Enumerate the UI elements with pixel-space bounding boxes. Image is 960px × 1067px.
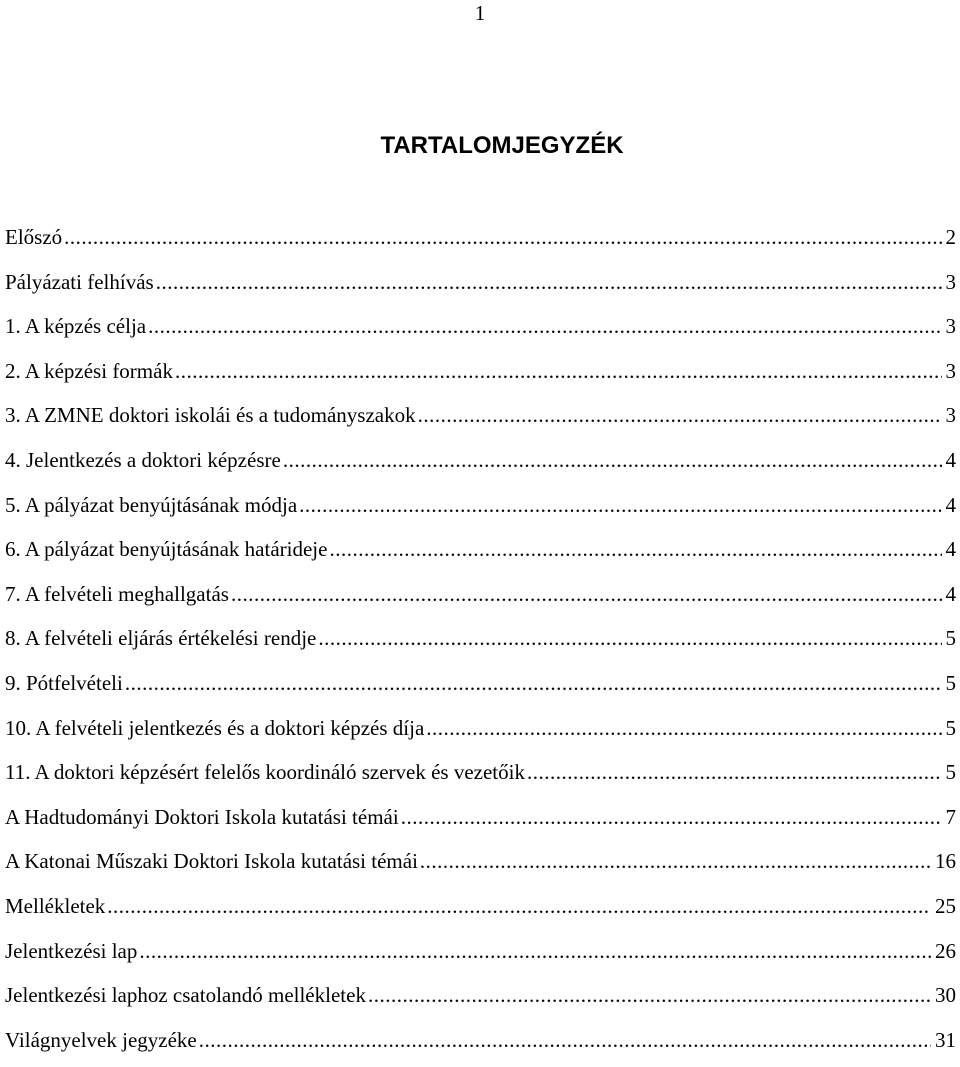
dot-leader bbox=[368, 978, 931, 1012]
toc-entry-label: 9. Pótfelvételi bbox=[5, 670, 123, 695]
dot-leader bbox=[527, 755, 942, 789]
toc-entry-label: 5. A pályázat benyújtásának módja bbox=[5, 492, 298, 517]
toc-entry-page: 3 bbox=[945, 314, 956, 339]
dot-leader bbox=[283, 443, 942, 477]
toc-entry-kepzesi-formak[interactable] bbox=[5, 354, 956, 399]
toc-entry-page: 25 bbox=[935, 893, 956, 918]
toc-entry-label: 11. A doktori képzésért felelős koordináló szervek és vezetőik bbox=[5, 760, 525, 785]
toc-entry-label: 6. A pályázat benyújtásának határideje bbox=[5, 537, 328, 562]
toc-entry-vilagnyelvek[interactable] bbox=[5, 1023, 956, 1067]
page-number: 1 bbox=[474, 1, 486, 25]
toc-entry-label: Pályázati felhívás bbox=[5, 269, 154, 294]
dot-leader bbox=[148, 309, 941, 343]
toc-entry-label: Jelentkezési lap bbox=[5, 938, 138, 963]
toc-entry-label: Előszó bbox=[5, 225, 63, 249]
toc-entry-page: 16 bbox=[935, 849, 956, 874]
toc-entry-page: 4 bbox=[945, 581, 956, 606]
toc-list bbox=[5, 220, 956, 1067]
dot-leader bbox=[420, 844, 931, 878]
toc-entry-page: 3 bbox=[945, 269, 956, 294]
toc-entry-label: A Hadtudományi Doktori Iskola kutatási témái bbox=[5, 804, 399, 829]
dot-leader bbox=[418, 398, 942, 432]
toc-entry-eloszo[interactable] bbox=[5, 220, 956, 265]
toc-entry-page: 3 bbox=[945, 403, 956, 428]
dot-leader bbox=[401, 800, 942, 834]
toc-entry-page: 3 bbox=[945, 358, 956, 383]
toc-entry-koordinalo-szervek[interactable] bbox=[5, 755, 956, 800]
dot-leader bbox=[426, 711, 941, 745]
toc-entry-label: Világnyelvek jegyzéke bbox=[5, 1027, 197, 1052]
toc-entry-jelentkezesi-lap[interactable] bbox=[5, 934, 956, 979]
dot-leader bbox=[64, 220, 941, 254]
toc-entry-jelentkezes[interactable] bbox=[5, 443, 956, 488]
dot-leader bbox=[199, 1023, 931, 1057]
dot-leader bbox=[299, 488, 941, 522]
toc-entry-kepzes-celja[interactable] bbox=[5, 309, 956, 354]
toc-entry-hadtudomanyi-temak[interactable] bbox=[5, 800, 956, 845]
toc-entry-palyazati-felhivas[interactable] bbox=[5, 265, 956, 310]
toc-entry-label: Mellékletek bbox=[5, 893, 106, 918]
toc-entry-page: 4 bbox=[945, 492, 956, 517]
toc-entry-ertekelesi-rend[interactable] bbox=[5, 621, 956, 666]
dot-leader bbox=[125, 666, 942, 700]
toc-entry-label: A Katonai Műszaki Doktori Iskola kutatási témái bbox=[5, 849, 418, 874]
toc-entry-potfelveteli[interactable] bbox=[5, 666, 956, 711]
toc-entry-page: 31 bbox=[935, 1027, 956, 1052]
toc-title: TARTALOMJEGYZÉK bbox=[380, 132, 624, 159]
toc-entry-page: 2 bbox=[945, 225, 956, 249]
dot-leader bbox=[318, 621, 941, 655]
dot-leader bbox=[107, 889, 931, 923]
toc-entry-page: 4 bbox=[945, 537, 956, 562]
toc-entry-label: 7. A felvételi meghallgatás bbox=[5, 581, 229, 606]
toc-entry-label: 2. A képzési formák bbox=[5, 358, 173, 383]
toc-entry-benyujtas-modja[interactable] bbox=[5, 488, 956, 533]
toc-entry-katonai-muszaki-temak[interactable] bbox=[5, 844, 956, 889]
dot-leader bbox=[139, 934, 931, 968]
toc-entry-label: 8. A felvételi eljárás értékelési rendje bbox=[5, 626, 317, 651]
toc-entry-meghallgatas[interactable] bbox=[5, 577, 956, 622]
toc-entry-page: 30 bbox=[935, 983, 956, 1008]
toc-entry-label: 4. Jelentkezés a doktori képzésre bbox=[5, 447, 281, 472]
toc-entry-page: 4 bbox=[945, 447, 956, 472]
toc-entry-page: 5 bbox=[945, 670, 956, 695]
dot-leader bbox=[156, 265, 942, 299]
toc-entry-mellekletek[interactable] bbox=[5, 889, 956, 934]
toc-entry-label: 10. A felvételi jelentkezés és a doktori képzés díja bbox=[5, 715, 425, 740]
toc-entry-dija[interactable] bbox=[5, 711, 956, 756]
dot-leader bbox=[231, 577, 942, 611]
toc-entry-doktori-iskolak[interactable] bbox=[5, 398, 956, 443]
toc-entry-page: 5 bbox=[945, 760, 956, 785]
toc-entry-label: 1. A képzés célja bbox=[5, 314, 147, 339]
toc-entry-hatarido[interactable] bbox=[5, 532, 956, 577]
toc-entry-label: Jelentkezési laphoz csatolandó mellékletek bbox=[5, 983, 366, 1008]
toc-entry-label: 3. A ZMNE doktori iskolái és a tudományszakok bbox=[5, 403, 416, 428]
toc-entry-page: 7 bbox=[945, 804, 956, 829]
dot-leader bbox=[175, 354, 942, 388]
toc-entry-page: 5 bbox=[945, 715, 956, 740]
toc-entry-page: 26 bbox=[935, 938, 956, 963]
dot-leader bbox=[329, 532, 941, 566]
toc-entry-csatolando-mellekletek[interactable] bbox=[5, 978, 956, 1023]
toc-entry-page: 5 bbox=[945, 626, 956, 651]
